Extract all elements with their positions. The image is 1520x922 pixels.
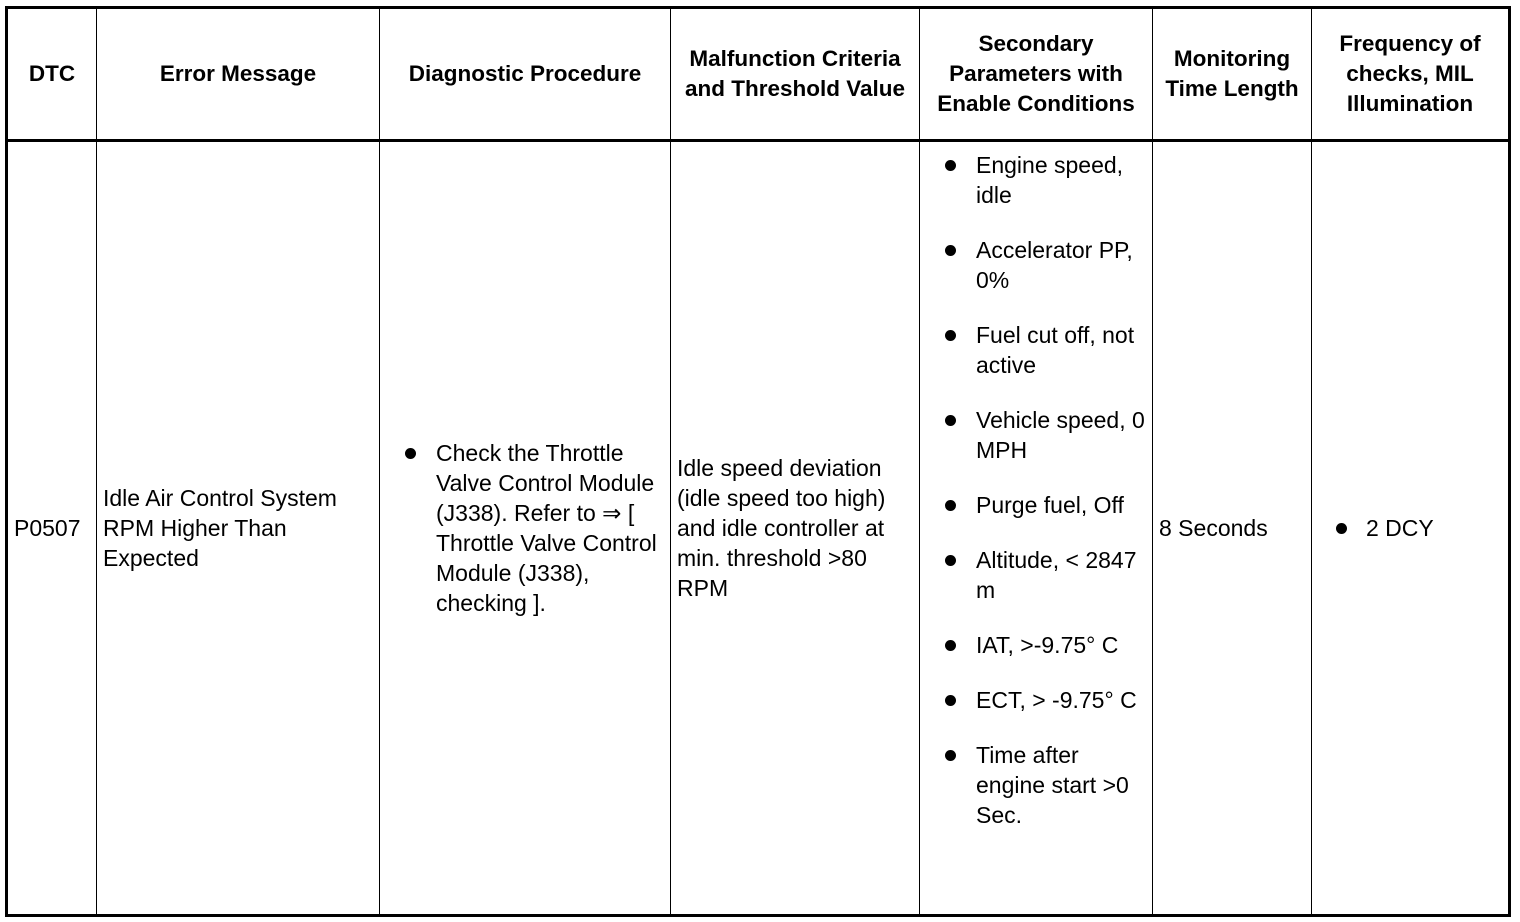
secondary-parameter-item: IAT, >-9.75° C	[920, 630, 1152, 660]
header-diagnostic-procedure: Diagnostic Procedure	[380, 8, 671, 141]
secondary-parameter-item: Altitude, < 2847 m	[920, 545, 1152, 605]
cell-frequency	[1312, 141, 1510, 916]
secondary-parameter-item: Fuel cut off, not active	[920, 320, 1152, 380]
header-dtc: DTC	[7, 8, 97, 141]
diagnostic-procedure-list	[380, 438, 670, 618]
cell-diagnostic-procedure	[380, 141, 671, 916]
table-row	[7, 141, 1510, 916]
cell-malfunction-criteria: Idle speed deviation (idle speed too high) and idle controller at min. threshold >80 RPM	[671, 141, 920, 916]
secondary-parameter-item: Engine speed, idle	[920, 150, 1152, 210]
secondary-parameter-item: Time after engine start >0 Sec.	[920, 740, 1152, 830]
cell-error-message: Idle Air Control System RPM Higher Than Expected	[97, 141, 380, 916]
header-error-message: Error Message	[97, 8, 380, 141]
header-secondary-parameters: Secondary Parameters with Enable Conditions	[920, 8, 1153, 141]
header-malfunction-criteria: Malfunction Criteria and Threshold Value	[671, 8, 920, 141]
secondary-parameter-item: Accelerator PP, 0%	[920, 235, 1152, 295]
cell-dtc-code: P0507	[7, 141, 97, 916]
dtc-table	[5, 6, 1511, 917]
secondary-parameter-item: ECT, > -9.75° C	[920, 685, 1152, 715]
cell-secondary-parameters	[920, 141, 1153, 916]
secondary-parameter-item: Vehicle speed, 0 MPH	[920, 405, 1152, 465]
secondary-parameters-list	[920, 150, 1152, 830]
header-row	[7, 8, 1510, 141]
secondary-parameter-item: Purge fuel, Off	[920, 490, 1152, 520]
header-monitoring-time: Monitoring Time Length	[1153, 8, 1312, 141]
diagnostic-procedure-item: Check the Throttle Valve Control Module (J338). Refer to ⇒ [ Throttle Valve Control Module (J338), checking ].	[380, 438, 670, 618]
frequency-item: 2 DCY	[1312, 513, 1508, 543]
header-frequency: Frequency of checks, MIL Illumination	[1312, 8, 1510, 141]
cell-monitoring-time: 8 Seconds	[1153, 141, 1312, 916]
frequency-list	[1312, 513, 1508, 543]
